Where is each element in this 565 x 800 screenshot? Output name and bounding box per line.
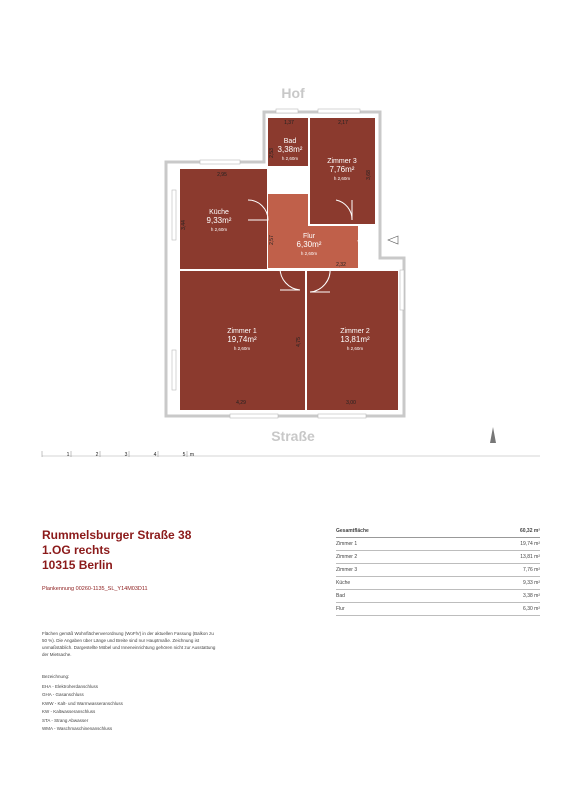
row-label: Zimmer 3 — [336, 564, 463, 577]
legend-item: EHA - Elektroherdanschluss — [42, 683, 99, 689]
legend-item: WMA - Waschmaschinenanschluss — [42, 726, 113, 731]
row-label: Küche — [336, 577, 463, 590]
scale-label: 1 — [66, 452, 70, 458]
scale-label: 5 — [182, 452, 186, 458]
room-name: Zimmer 2 — [340, 328, 370, 335]
row-value: 19,74 m² — [463, 538, 540, 551]
address-city: 10315 Berlin — [42, 558, 113, 572]
scale-label: 2 — [95, 452, 99, 458]
dimension-label: 2,17 — [338, 120, 348, 126]
table-row — [336, 577, 540, 590]
plan-id: Plankennung 00260-1135_SL_Y14M03D11 — [42, 586, 148, 592]
row-value: 3,38 m² — [463, 590, 540, 603]
room-name: Flur — [302, 233, 316, 240]
row-label: Flur — [336, 603, 463, 616]
scale-unit: m — [189, 452, 195, 458]
row-label: Zimmer 2 — [336, 551, 463, 564]
dimension-label: 2,95 — [217, 172, 227, 178]
room-height: h 2,60m — [346, 346, 364, 351]
address-street: Rummelsburger Straße 38 — [42, 528, 192, 542]
row-label: Bad — [336, 590, 463, 603]
room-height: h 2,60m — [300, 251, 318, 256]
disclaimer-note: Flächen gemäß Wohnflächenverordnung (WoFlV) in der aktuellen Fassung (Balkon zu 50 %). Die Angaben über Länge und Breite sind nur Hauptmaße. Zeichnung ist unmaßstäblich. Dargestellte Möbel und Inneneinrichtung gehören nicht zur Ausstattung der Mietsache. — [42, 631, 216, 657]
row-value: 13,81 m² — [463, 551, 540, 564]
table-row — [336, 564, 540, 577]
dimension-label: 3,68 — [366, 170, 372, 180]
legend — [42, 673, 123, 734]
row-label: Zimmer 1 — [336, 538, 463, 551]
room-area: 9,33m² — [206, 216, 232, 225]
room-height: h 2,60m — [333, 176, 351, 181]
dimension-label: 4,75 — [296, 337, 302, 347]
scale-label: 4 — [153, 452, 157, 458]
room-area: 19,74m² — [227, 335, 257, 344]
room-name: Zimmer 3 — [327, 158, 357, 165]
room-area: 6,30m² — [296, 240, 322, 249]
room-area: 13,81m² — [340, 335, 370, 344]
dimension-label: 4,29 — [236, 400, 246, 406]
address-block — [42, 528, 191, 573]
table-row — [336, 603, 540, 616]
courtyard-label: Hof — [281, 85, 305, 101]
legend-item: KWW - Kalt- und Warmwasseranschluss — [42, 700, 123, 706]
table-row-total — [336, 525, 540, 538]
table-row — [336, 538, 540, 551]
legend-item: STA - Strang Abwasser — [42, 717, 89, 723]
dimension-label: 3,00 — [346, 400, 356, 406]
legend-item: GHA - Gasanschluss — [42, 692, 84, 697]
scale-bar — [42, 451, 540, 458]
dimension-label: 2,57 — [269, 235, 275, 245]
room-height: h 2,60m — [233, 346, 251, 351]
dimension-label: 3,44 — [181, 220, 187, 230]
dimension-label: 1,37 — [284, 120, 294, 126]
dimension-label: 2,53 — [269, 148, 275, 158]
legend-item: KW - Kaltwasseranschluss — [42, 709, 96, 714]
table-row — [336, 551, 540, 564]
room-area: 7,76m² — [329, 165, 355, 174]
row-value: 6,30 m² — [463, 603, 540, 616]
dimension-label: 2,32 — [336, 262, 346, 268]
room-height: h 2,60m — [281, 156, 299, 161]
north-arrow-icon — [490, 427, 496, 443]
room-area: 3,38m² — [277, 145, 303, 154]
room-name: Bad — [283, 138, 297, 145]
address-floor: 1.OG rechts — [42, 543, 111, 557]
row-value: 7,76 m² — [463, 564, 540, 577]
legend-title: Bezeichnung: — [42, 674, 70, 679]
total-value: 60,32 m² — [463, 525, 540, 538]
row-value: 9,33 m² — [463, 577, 540, 590]
scale-label: 3 — [124, 452, 128, 458]
room-name: Zimmer 1 — [227, 328, 257, 335]
room-height: h 2,60m — [210, 227, 228, 232]
entrance-arrow-icon — [388, 236, 398, 244]
street-label: Straße — [271, 428, 315, 444]
total-label: Gesamtfläche — [336, 525, 463, 538]
area-table — [336, 525, 540, 616]
table-row — [336, 590, 540, 603]
room-name: Küche — [209, 209, 229, 216]
